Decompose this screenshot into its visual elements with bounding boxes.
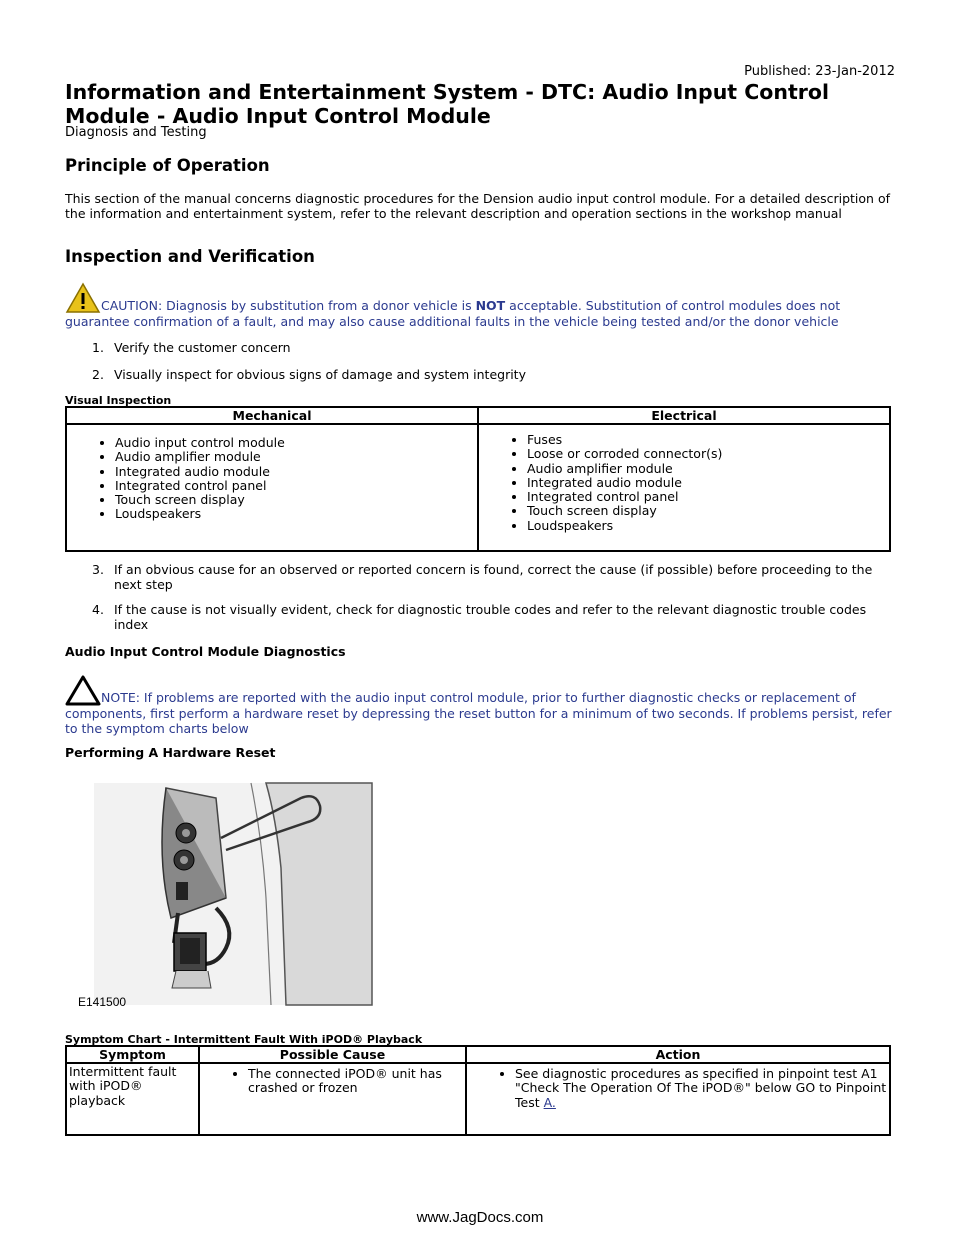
- pinpoint-test-link[interactable]: A.: [543, 1094, 556, 1110]
- mechanical-list-item: • Audio amplifier module: [115, 450, 477, 464]
- principle-text: This section of the manual concerns diagnostic procedures for the Dension audio input control module. For a detailed description of the information and entertainment system, refer to the relevant description and operation sections in the workshop manual: [65, 191, 890, 221]
- step-item: 3. If an obvious cause for an observed or reported concern is found, correct the cause (if possible) before proceeding to the next step: [92, 562, 873, 592]
- electrical-list-item: • Integrated control panel: [527, 490, 889, 504]
- step-item: 1. Verify the customer concern: [92, 340, 291, 355]
- col-symptom: Symptom: [66, 1046, 199, 1063]
- principle-heading: Principle of Operation: [65, 156, 270, 175]
- col-electrical: Electrical: [478, 407, 890, 424]
- step-item: 4. If the cause is not visually evident, check for diagnostic trouble codes and refer to the relevant diagnostic trouble codes index: [92, 602, 867, 632]
- hardware-reset-note: NOTE: If problems are reported with the audio input control module, prior to further diagnostic checks or replacement of components, first perform a hardware reset by depressing the reset button for a minimum of two seconds. If problems persist, refer to the symptom charts below: [65, 674, 895, 736]
- caution-text-bold: NOT: [475, 298, 506, 313]
- warning-icon: [65, 282, 101, 314]
- symptom-chart-label: Symptom Chart - Intermittent Fault With iPOD® Playback: [65, 1033, 423, 1046]
- visual-inspection-label: Visual Inspection: [65, 394, 172, 407]
- mechanical-list-item: • Integrated control panel: [115, 479, 477, 493]
- mechanical-cell: [66, 424, 478, 551]
- electrical-list-item: • Fuses: [527, 433, 889, 447]
- col-possible-cause: Possible Cause: [199, 1046, 466, 1063]
- electrical-list-item: • Audio amplifier module: [527, 462, 889, 476]
- hardware-reset-figure: [76, 778, 376, 1008]
- mechanical-list-item: • Loudspeakers: [115, 507, 477, 521]
- electrical-list-item: • Loose or corroded connector(s): [527, 447, 889, 461]
- electrical-list: [479, 433, 889, 533]
- note-icon: [65, 674, 101, 706]
- mechanical-list-item: • Integrated audio module: [115, 465, 477, 479]
- visual-inspection-table: [65, 406, 891, 552]
- electrical-list-item: • Touch screen display: [527, 504, 889, 518]
- published-date: Published: 23-Jan-2012: [744, 64, 895, 79]
- page-title: Information and Entertainment System - DTC: Audio Input Control Module - Audio Input Control Module: [65, 80, 829, 128]
- inspection-heading: Inspection and Verification: [65, 247, 315, 266]
- mechanical-list-item: • Touch screen display: [115, 493, 477, 507]
- cause-item: • The connected iPOD® unit has crashed or frozen: [248, 1067, 463, 1096]
- caution-text-pre: CAUTION: Diagnosis by substitution from a donor vehicle is: [101, 298, 476, 313]
- reset-heading: Performing A Hardware Reset: [65, 745, 276, 760]
- symptom-chart-table: [65, 1045, 891, 1136]
- col-action: Action: [466, 1046, 890, 1063]
- action-item: • See diagnostic procedures as specified in pinpoint test A1 "Check The Operation Of The iPOD®" below GO to Pinpoint Test A.: [515, 1067, 887, 1110]
- electrical-cell: [478, 424, 890, 551]
- mechanical-list: [67, 436, 477, 522]
- figure-id-label: E141500: [78, 995, 127, 1008]
- diagnostics-heading: Audio Input Control Module Diagnostics: [65, 644, 346, 659]
- table-row: [66, 1063, 890, 1135]
- step-item: 2. Visually inspect for obvious signs of damage and system integrity: [92, 367, 526, 382]
- caution-text-post: acceptable. Substitution of control modules does not guarantee confirmation of a fault, and may also cause additional faults in the vehicle being tested and/or the donor vehicle: [65, 298, 841, 329]
- cause-cell: [199, 1063, 466, 1135]
- action-cell: [466, 1063, 890, 1135]
- electrical-list-item: • Loudspeakers: [527, 519, 889, 533]
- page-subtitle: Diagnosis and Testing: [65, 125, 207, 140]
- footer-watermark: www.JagDocs.com: [416, 1209, 544, 1226]
- symptom-cell: Intermittent fault with iPOD® playback: [66, 1063, 199, 1135]
- electrical-list-item: • Integrated audio module: [527, 476, 889, 490]
- col-mechanical: Mechanical: [66, 407, 478, 424]
- caution-note: [65, 282, 895, 329]
- mechanical-list-item: • Audio input control module: [115, 436, 477, 450]
